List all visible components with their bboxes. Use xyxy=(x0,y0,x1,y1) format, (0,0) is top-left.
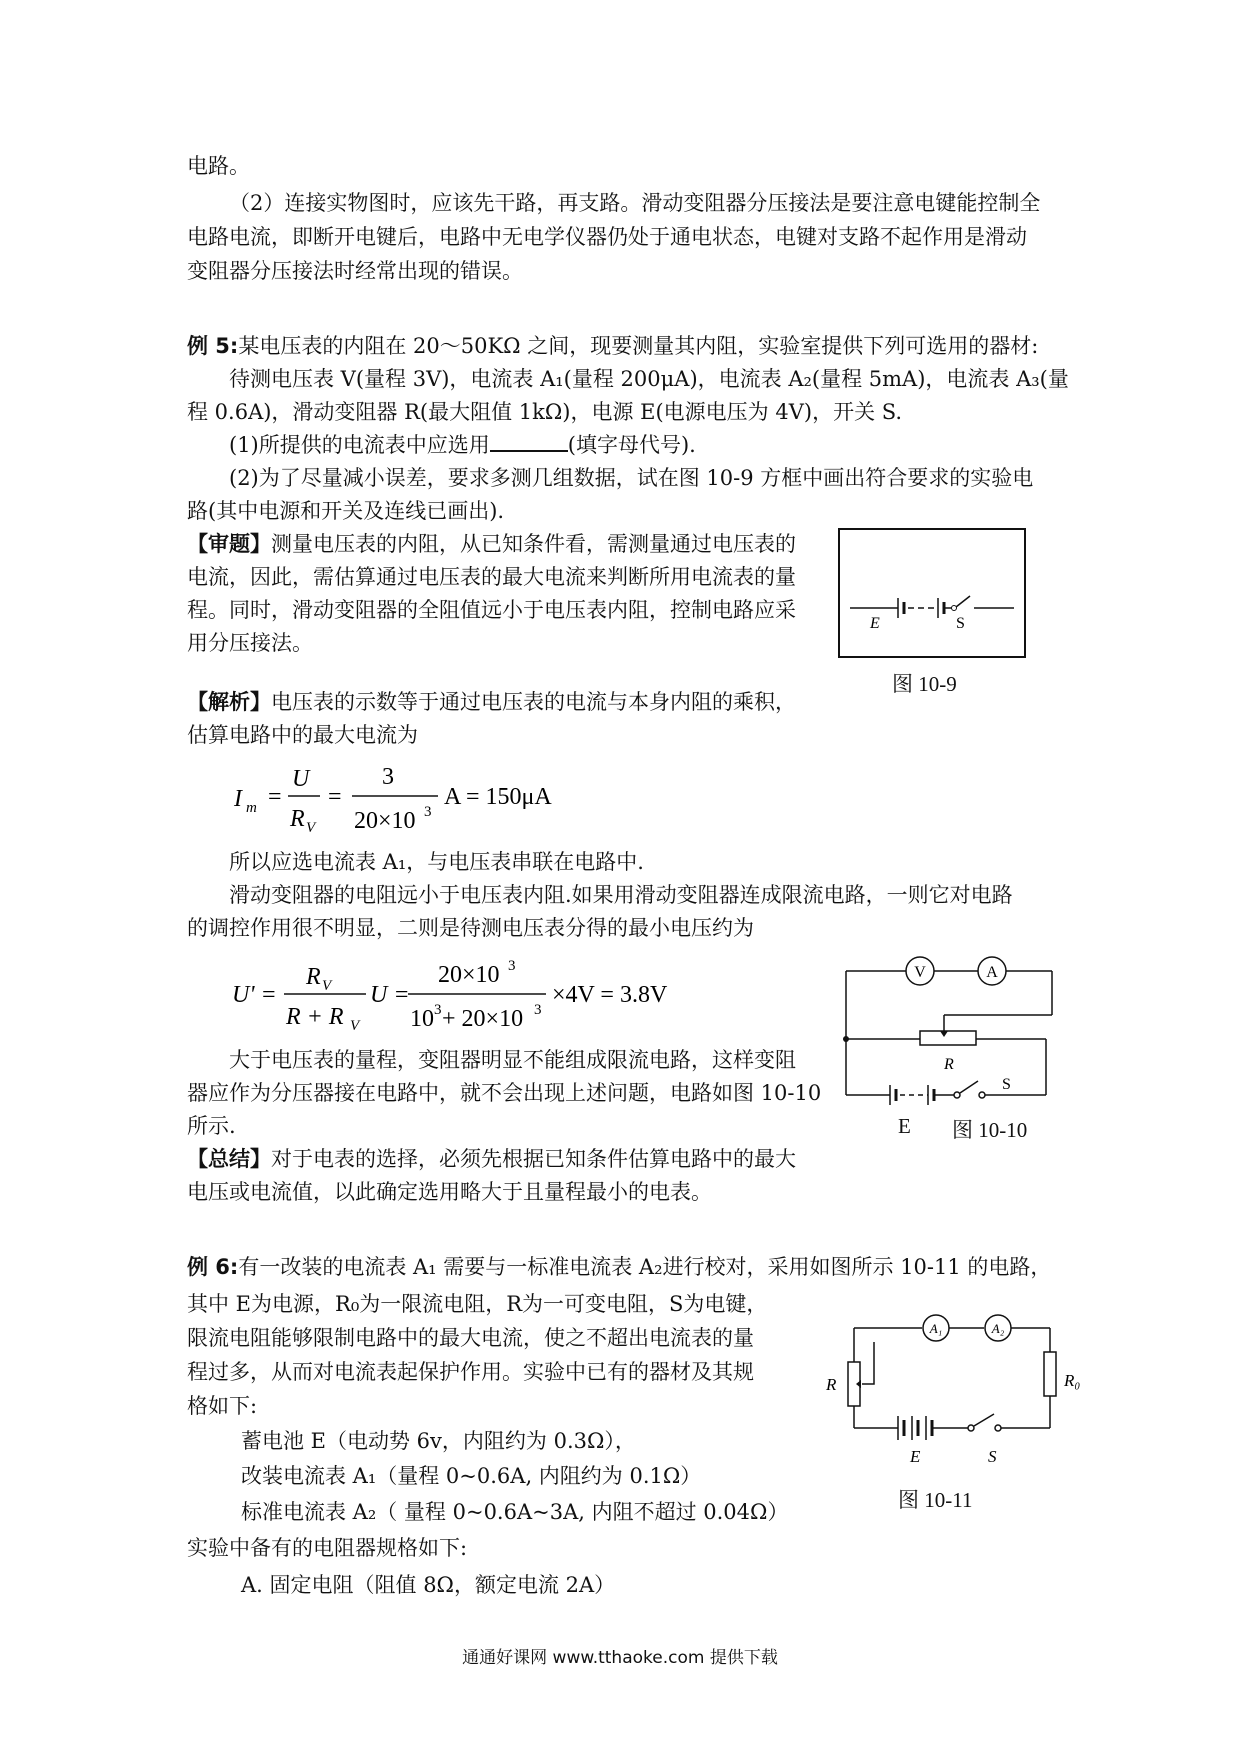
figure-10-11-diagram xyxy=(812,1302,1096,1482)
question-1 xyxy=(187,429,1099,462)
example6-heading xyxy=(187,1251,1057,1284)
eq2-den1: R + R xyxy=(286,1004,344,1030)
example6-text: 有一改装的电流表 A₁ 需要与一标准电流表 A₂进行校对，采用如图所示 10-11 的电路， xyxy=(238,1255,1052,1279)
text-line: 格如下: xyxy=(187,1394,258,1418)
zongjie-label: 【总结】 xyxy=(187,1147,271,1171)
fig-10-11-label-r: R xyxy=(826,1375,837,1394)
equation-min-voltage xyxy=(228,952,728,1034)
shenti-block xyxy=(187,528,827,561)
eq1-equals: = xyxy=(328,784,342,810)
text-line: 用分压接法。 xyxy=(187,631,313,655)
text-line: 电路电流，即断开电键后，电路中无电学仪器仍处于通电状态，电键对支路不起作用是滑动 xyxy=(187,225,1027,249)
figure-10-10-label-e: E xyxy=(898,1114,911,1138)
fig-10-10-voltmeter-label: V xyxy=(914,964,926,981)
example6-label: 例 6: xyxy=(187,1255,239,1279)
example5-heading xyxy=(187,330,1057,363)
fig-10-11-a1-label: A₁ xyxy=(929,1321,943,1336)
text-line: 标准电流表 A₂（ 量程 0~0.6A~3A, 内阻不超过 0.04Ω） xyxy=(241,1500,789,1524)
eq2-num1-sub: V xyxy=(322,978,332,994)
fig-10-9-label-e: E xyxy=(870,615,880,632)
page-footer: 通通好课网 www.tthaoke.com 提供下载 xyxy=(462,1648,778,1668)
figure-10-11-caption: 图 10-11 xyxy=(898,1488,973,1512)
zongjie-text: 对于电表的选择，必须先根据已知条件估算电路中的最大 xyxy=(271,1147,796,1171)
text-line: 蓄电池 E（电动势 6v，内阻约为 0.3Ω）， xyxy=(241,1429,636,1453)
eq2-den2-exp: 3 xyxy=(434,1002,442,1018)
fig-10-10-label-r: R xyxy=(944,1056,954,1073)
text-line: A. 固定电阻（阻值 8Ω，额定电流 2A） xyxy=(241,1573,616,1597)
fig-10-11-label-e: E xyxy=(910,1447,921,1466)
text-line: 路(其中电源和开关及连线已画出). xyxy=(187,499,505,523)
eq1-lhs-sub: m xyxy=(246,800,257,816)
text-line: 所以应选电流表 A₁，与电压表串联在电路中. xyxy=(229,850,644,874)
figure-10-9-caption: 图 10-9 xyxy=(892,672,957,696)
text-line: 估算电路中的最大电流为 xyxy=(187,723,418,747)
text-line: 电流，因此，需估算通过电压表的最大电流来判断所用电流表的量 xyxy=(187,565,796,589)
text-line: 变阻器分压接法时经常出现的错误。 xyxy=(187,259,523,283)
jiexi-label: 【解析】 xyxy=(187,690,271,714)
eq2-num1: R xyxy=(306,964,321,990)
fig-10-10-label-s: S xyxy=(1002,1076,1011,1093)
shenti-text: 测量电压表的内阻，从已知条件看，需测量通过电压表的 xyxy=(271,532,796,556)
answer-blank xyxy=(490,430,568,452)
fig-10-11-label-s: S xyxy=(988,1447,997,1466)
text-line: 电压或电流值，以此确定选用略大于且量程最小的电表。 xyxy=(187,1180,712,1204)
text-line: 电路。 xyxy=(187,154,250,178)
text-line: 大于电压表的量程，变阻器明显不能组成限流电路，这样变阻 xyxy=(229,1048,796,1072)
eq2-den2: 10 xyxy=(410,1006,434,1032)
text-line: 程过多，从而对电流表起保护作用。实验中已有的器材及其规 xyxy=(187,1360,754,1384)
jiexi-text: 电压表的示数等于通过电压表的电流与本身内阻的乘积， xyxy=(271,690,796,714)
text-line: （2）连接实物图时，应该先干路，再支路。滑动变阻器分压接法是要注意电键能控制全 xyxy=(229,191,1041,215)
eq1-num2: 3 xyxy=(382,764,394,790)
figure-10-9-diagram xyxy=(838,528,1028,660)
zongjie-block xyxy=(187,1143,1057,1176)
text-line: 程。同时，滑动变阻器的全阻值远小于电压表内阻，控制电路应采 xyxy=(187,598,796,622)
eq2-den2-exp2: 3 xyxy=(534,1002,542,1018)
eq2-lhs: U' = xyxy=(232,982,277,1008)
fig-10-11-a2-label: A₂ xyxy=(991,1321,1005,1336)
eq2-num2: 20×10 xyxy=(438,962,500,988)
eq2-den2-rest: + 20×10 xyxy=(442,1006,524,1032)
text-line: 所示. xyxy=(187,1114,236,1138)
text-line: 程 0.6A)，滑动变阻器 R(最大阻值 1kΩ)，电源 E(电源电压为 4V)，开关 S. xyxy=(187,400,903,424)
equation-max-current xyxy=(228,754,628,834)
text-line: 的调控作用很不明显，二则是待测电压表分得的最小电压约为 xyxy=(187,916,754,940)
eq1-num1: U xyxy=(292,766,310,792)
fig-10-9-label-s: S xyxy=(956,615,965,632)
eq2-num2-exp: 3 xyxy=(508,958,516,974)
text-line: 实验中备有的电阻器规格如下: xyxy=(187,1536,468,1560)
example5-label: 例 5: xyxy=(187,334,239,358)
text-line: 器应作为分压器接在电路中，就不会出现上述问题，电路如图 10-10 xyxy=(187,1081,822,1105)
jiexi-block xyxy=(187,686,1057,719)
text-line: 滑动变阻器的电阻远小于电压表内阻.如果用滑动变阻器连成限流电路，一则它对电路 xyxy=(229,883,1013,907)
example5-text: 某电压表的内阻在 20～50KΩ 之间，现要测量其内阻，实验室提供下列可选用的器材: xyxy=(238,334,1039,358)
fig-10-11-label-r0: R₀ xyxy=(1064,1371,1081,1390)
shenti-label: 【审题】 xyxy=(187,532,271,556)
eq2-tail: ×4V = 3.8V xyxy=(552,982,668,1008)
text-line: (2)为了尽量减小误差，要求多测几组数据，试在图 10-9 方框中画出符合要求的实验电 xyxy=(229,466,1034,490)
text-line: 待测电压表 V(量程 3V)，电流表 A₁(量程 200μA)，电流表 A₂(量程 5mA)，电流表 A₃(量 xyxy=(229,367,1069,391)
eq2-mid: U = xyxy=(370,982,410,1008)
eq1-equals: = xyxy=(268,784,282,810)
figure-10-10-caption: 图 10-10 xyxy=(952,1118,1028,1142)
text-line: 其中 E为电源，R₀为一限流电阻，R为一可变电阻，S为电键， xyxy=(187,1292,768,1316)
eq1-den1: R xyxy=(290,806,305,832)
eq1-den2: 20×10 xyxy=(354,808,416,834)
text-line: 限流电阻能够限制电路中的最大电流，使之不超出电流表的量 xyxy=(187,1326,754,1350)
eq2-den1-sub: V xyxy=(350,1018,360,1034)
text-line: 改装电流表 A₁（量程 0~0.6A, 内阻约为 0.1Ω） xyxy=(241,1464,702,1488)
eq1-tail: A = 150μA xyxy=(444,784,552,810)
question-1-hint: (填字母代号). xyxy=(567,433,696,457)
eq1-den2-exp: 3 xyxy=(424,804,432,820)
question-1-text: (1)所提供的电流表中应选用 xyxy=(229,433,490,457)
eq1-lhs: I xyxy=(234,786,242,812)
eq1-den1-sub: V xyxy=(306,820,316,834)
fig-10-10-ammeter-label: A xyxy=(986,964,998,981)
